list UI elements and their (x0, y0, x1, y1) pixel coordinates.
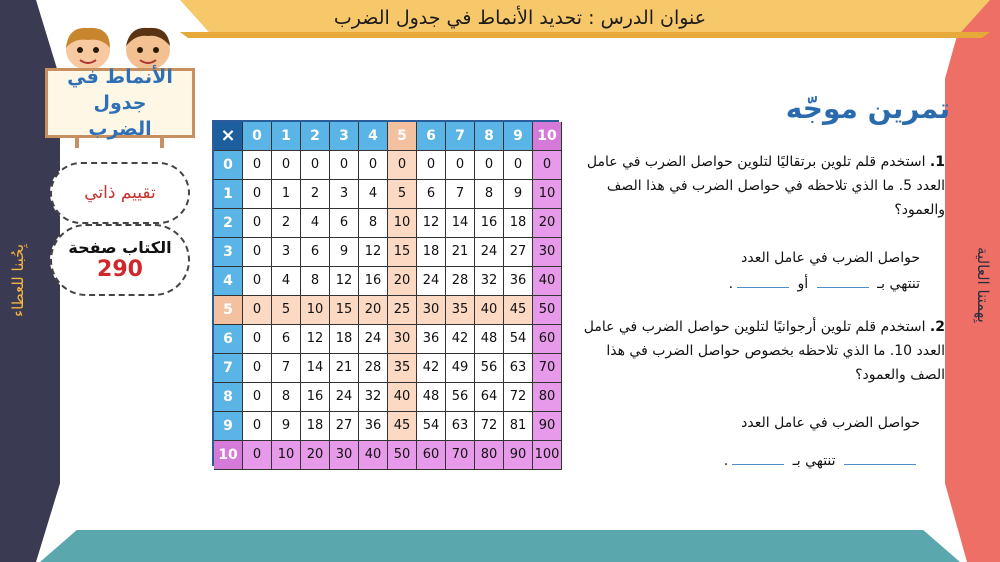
table-column-header: 2 (301, 122, 330, 151)
table-row-header: 3 (214, 238, 243, 267)
table-column-header: 3 (330, 122, 359, 151)
multiplication-table (212, 120, 559, 466)
table-cell: 18 (330, 325, 359, 354)
table-cell: 0 (475, 151, 504, 180)
table-cell: 9 (504, 180, 533, 209)
question-2-answer-line1: حواصل الضرب في عامل العدد (741, 415, 920, 431)
table-cell: 4 (272, 267, 301, 296)
table-cell: 14 (446, 209, 475, 238)
left-motto (0, 200, 36, 360)
table-cell: 24 (417, 267, 446, 296)
book-page-number: 290 (97, 257, 143, 282)
table-cell: 7 (446, 180, 475, 209)
table-cell: 72 (475, 412, 504, 441)
table-cell: 90 (504, 441, 533, 470)
question-2-blank-0[interactable] (844, 454, 916, 465)
table-cell: 0 (243, 354, 272, 383)
table-cell: 8 (272, 383, 301, 412)
exercise-title: تمرين موجّه (785, 92, 950, 125)
table-cell: 60 (533, 325, 562, 354)
table-cell: 6 (330, 209, 359, 238)
table-row-header: 1 (214, 180, 243, 209)
question-1-text: استخدم قلم تلوين برتقاليًا لتلوين حواصل الضرب في عامل العدد 5. ما الذي تلاحظه في حواصل الضرب في هذا الصف والعمود؟ (586, 154, 945, 218)
table-cell: 48 (417, 383, 446, 412)
question-1-answer-line2: تنتهي بـ أو . (728, 276, 920, 292)
table-cell: 0 (243, 412, 272, 441)
table-cell: 48 (475, 325, 504, 354)
table-cell: 12 (417, 209, 446, 238)
table-cell: 18 (301, 412, 330, 441)
table-cell: 80 (475, 441, 504, 470)
table-cell: 30 (330, 441, 359, 470)
table-cell: 50 (533, 296, 562, 325)
table-cell: 27 (504, 238, 533, 267)
question-1-blank-2[interactable] (737, 277, 789, 288)
table-cell: 14 (301, 354, 330, 383)
table-cell: 100 (533, 441, 562, 470)
table-row-header: 8 (214, 383, 243, 412)
sign-post-left (75, 138, 79, 148)
table-cell: 40 (388, 383, 417, 412)
table-cell: 0 (330, 151, 359, 180)
table-cell: 35 (388, 354, 417, 383)
table-cell: 60 (417, 441, 446, 470)
table-cell: 2 (272, 209, 301, 238)
table-cell: 40 (475, 296, 504, 325)
question-2-blank-1[interactable] (732, 454, 784, 465)
question-2-number: 2. (929, 319, 945, 335)
table-cell: 27 (330, 412, 359, 441)
table-cell: 20 (359, 296, 388, 325)
table-cell: 6 (417, 180, 446, 209)
table-cell: 90 (533, 412, 562, 441)
table-cell: 18 (417, 238, 446, 267)
table-cell: 8 (475, 180, 504, 209)
table-row-header: 10 (214, 441, 243, 470)
table-cell: 24 (330, 383, 359, 412)
table-cell: 54 (504, 325, 533, 354)
table-cell: 15 (388, 238, 417, 267)
table-row-header: 4 (214, 267, 243, 296)
table-cell: 0 (243, 325, 272, 354)
table-cell: 8 (301, 267, 330, 296)
table-cell: 0 (388, 151, 417, 180)
table-cell: 10 (533, 180, 562, 209)
table-column-header: 4 (359, 122, 388, 151)
table-row-header: 5 (214, 296, 243, 325)
table-cell: 4 (359, 180, 388, 209)
table-cell: 0 (243, 383, 272, 412)
table-cell: 6 (272, 325, 301, 354)
question-2 (570, 315, 945, 387)
table-cell: 25 (388, 296, 417, 325)
table-cell: 3 (330, 180, 359, 209)
question-2-text: استخدم قلم تلوين أرجوانيًا لتلوين حواصل الضرب في عامل العدد 10. ما الذي تلاحظه بخصوص حواصل الضرب في هذا الصف والعمود؟ (583, 319, 945, 383)
lesson-title: عنوان الدرس : تحديد الأنماط في جدول الضرب (333, 7, 707, 29)
table-cell: 7 (272, 354, 301, 383)
question-2-ends-with: تنتهي بـ (792, 453, 836, 469)
table-cell: 70 (533, 354, 562, 383)
table-cell: 42 (417, 354, 446, 383)
table-cell: 8 (359, 209, 388, 238)
table-column-header: 6 (417, 122, 446, 151)
table-cell: 4 (301, 209, 330, 238)
table-cell: 18 (504, 209, 533, 238)
table-cell: 5 (272, 296, 301, 325)
table-cell: 0 (243, 151, 272, 180)
table-column-header: 1 (272, 122, 301, 151)
table-cell: 80 (533, 383, 562, 412)
table-cell: 2 (301, 180, 330, 209)
table-row-header: 2 (214, 209, 243, 238)
question-2-answer-line2: تنتهي بـ . (640, 448, 920, 474)
table-cell: 20 (301, 441, 330, 470)
question-1-or: أو (797, 276, 809, 292)
question-1-blank-1[interactable] (817, 277, 869, 288)
table-cell: 0 (243, 296, 272, 325)
table-cell: 24 (359, 325, 388, 354)
self-assessment-cloud (50, 162, 190, 224)
question-1 (575, 150, 945, 222)
bottom-decorative-band (40, 530, 960, 562)
sign-post-right (160, 138, 164, 148)
table-row-header: 0 (214, 151, 243, 180)
table-row-header: 9 (214, 412, 243, 441)
book-page-label: الكتاب صفحة (68, 238, 172, 257)
table-cell: 56 (446, 383, 475, 412)
table-cell: 9 (272, 412, 301, 441)
table-cell: 0 (533, 151, 562, 180)
left-motto-text: بِحُبنا للعطاء (9, 243, 27, 317)
table-cell: 63 (446, 412, 475, 441)
children-illustration-icon (50, 20, 185, 70)
table-cell: 45 (388, 412, 417, 441)
table-row-header: 6 (214, 325, 243, 354)
table-column-header: 7 (446, 122, 475, 151)
table-cell: 12 (359, 238, 388, 267)
right-motto-text: بِهمتنا العالية (974, 247, 992, 323)
table-cell: 21 (446, 238, 475, 267)
table-cell: 0 (272, 151, 301, 180)
table-column-header: 0 (243, 122, 272, 151)
table-cell: 36 (359, 412, 388, 441)
table-cell: 40 (533, 267, 562, 296)
table-cell: 42 (446, 325, 475, 354)
table-cell: 54 (417, 412, 446, 441)
table-cell: 40 (359, 441, 388, 470)
table-cell: 0 (243, 180, 272, 209)
table-cell: 3 (272, 238, 301, 267)
question-1-number: 1. (929, 154, 945, 170)
table-cell: 49 (446, 354, 475, 383)
table-cell: 24 (475, 238, 504, 267)
title-banner-edge (180, 32, 990, 38)
table-cell: 0 (359, 151, 388, 180)
table-cell: 5 (388, 180, 417, 209)
topic-sign (45, 68, 195, 138)
table-cell: 10 (272, 441, 301, 470)
table-cell: 32 (475, 267, 504, 296)
table-column-header: 9 (504, 122, 533, 151)
table-cell: 20 (388, 267, 417, 296)
table-cell: 20 (533, 209, 562, 238)
table-cell: 9 (330, 238, 359, 267)
table-cell: 10 (388, 209, 417, 238)
table-cell: 30 (533, 238, 562, 267)
table-column-header: 10 (533, 122, 562, 151)
right-motto (966, 210, 1000, 360)
table-cell: 28 (359, 354, 388, 383)
table-cell: 12 (330, 267, 359, 296)
table-cell: 32 (359, 383, 388, 412)
table-row-header: 7 (214, 354, 243, 383)
table-cell: 0 (243, 209, 272, 238)
table-cell: 1 (272, 180, 301, 209)
table-cell: 16 (301, 383, 330, 412)
table-cell: 64 (475, 383, 504, 412)
table-cell: 35 (446, 296, 475, 325)
table-cell: 12 (301, 325, 330, 354)
question-2-answer (640, 410, 920, 474)
table-cell: 16 (359, 267, 388, 296)
table-cell: 72 (504, 383, 533, 412)
table-cell: 70 (446, 441, 475, 470)
question-1-ends-with: تنتهي بـ (877, 276, 920, 292)
table-cell: 50 (388, 441, 417, 470)
table-cell: 6 (301, 238, 330, 267)
table-cell: 30 (417, 296, 446, 325)
table-cell: 0 (243, 267, 272, 296)
table-cell: 0 (243, 238, 272, 267)
table-cell: 30 (388, 325, 417, 354)
table-cell: 45 (504, 296, 533, 325)
table-cell: 0 (243, 441, 272, 470)
table-cell: 81 (504, 412, 533, 441)
question-1-answer-line1: حواصل الضرب في عامل العدد (741, 250, 920, 266)
self-assessment-label: تقييم ذاتي (84, 183, 156, 203)
table-corner-times-icon: × (214, 122, 243, 151)
table-cell: 21 (330, 354, 359, 383)
table-cell: 0 (504, 151, 533, 180)
table-cell: 36 (417, 325, 446, 354)
table-column-header: 5 (388, 122, 417, 151)
question-1-answer (600, 245, 920, 297)
table-cell: 0 (417, 151, 446, 180)
table-cell: 63 (504, 354, 533, 383)
book-page-cloud (50, 224, 190, 296)
table-column-header: 8 (475, 122, 504, 151)
table-cell: 10 (301, 296, 330, 325)
table-cell: 15 (330, 296, 359, 325)
table-cell: 0 (446, 151, 475, 180)
topic-sign-text: الأنماط في جدول الضرب (67, 66, 173, 140)
table-cell: 56 (475, 354, 504, 383)
table-cell: 0 (301, 151, 330, 180)
table-cell: 28 (446, 267, 475, 296)
table-cell: 36 (504, 267, 533, 296)
table-cell: 16 (475, 209, 504, 238)
